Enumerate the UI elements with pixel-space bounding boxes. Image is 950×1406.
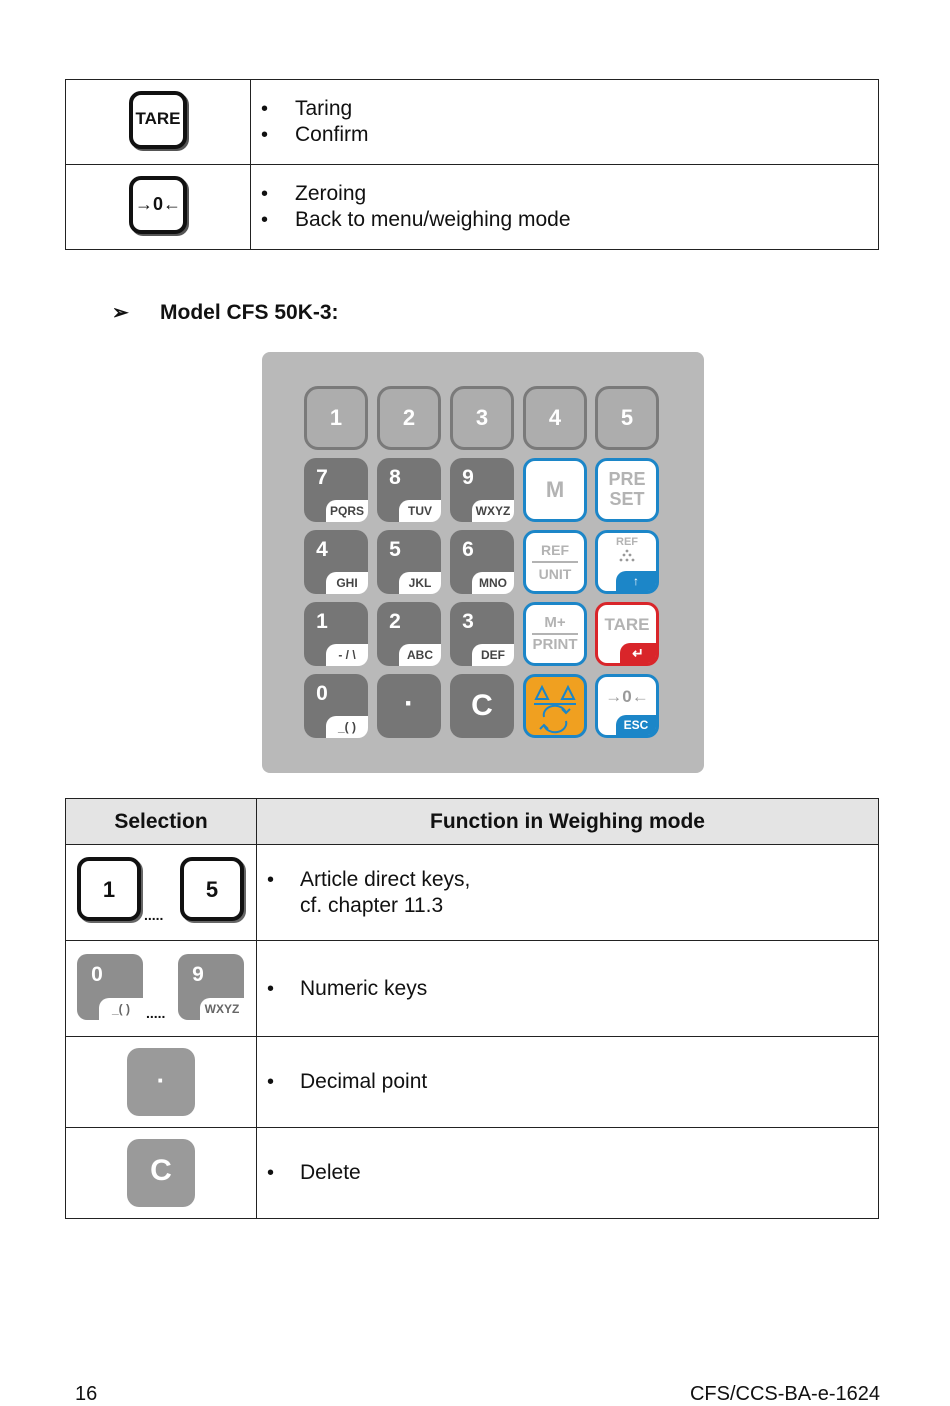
article-key-2: 2: [377, 386, 441, 450]
table-row: [66, 165, 879, 250]
table-row: [66, 941, 879, 1037]
memory-key: M: [523, 458, 587, 522]
page-number: 16: [75, 1383, 98, 1405]
list-item: • Taring: [251, 96, 878, 122]
list-item: • Back to menu/weighing mode: [251, 207, 878, 233]
list-item: • Zeroing: [251, 181, 878, 207]
column-header-selection: Selection: [66, 799, 257, 845]
top-key-table: [65, 79, 879, 250]
tare-key-cell: [66, 80, 251, 165]
list-item: • Delete: [257, 1160, 878, 1186]
delete-cell: [66, 1128, 257, 1219]
numeric-key-5: 5 JKL: [377, 530, 441, 594]
article-keys-description: [257, 845, 879, 941]
numeric-key-0: 0 _( ): [304, 674, 368, 738]
table-row: [66, 1037, 879, 1128]
list-item: • Numeric keys: [257, 976, 878, 1002]
tare-key: TARE ↵: [595, 602, 659, 666]
clear-key-icon: C: [127, 1139, 195, 1207]
zero-key-icon: →0←: [129, 176, 187, 234]
numeric-key-3: 3 DEF: [450, 602, 514, 666]
ref-count-key: REF ↑: [595, 530, 659, 594]
numeric-key-4: 4 GHI: [304, 530, 368, 594]
column-header-function: Function in Weighing mode: [257, 799, 879, 845]
list-item: • Decimal point: [257, 1069, 878, 1095]
numeric-key-9: 9 WXYZ: [450, 458, 514, 522]
decimal-point-key: ·: [377, 674, 441, 738]
model-title: Model CFS 50K-3:: [160, 301, 339, 324]
table-header-row: [66, 799, 879, 845]
enter-arrow-icon: ↵: [620, 643, 656, 663]
numeric-keys-cell: [66, 941, 257, 1037]
article-key-4: 4: [523, 386, 587, 450]
list-item: • Article direct keys,: [257, 867, 878, 893]
numeric-key-1: 1 - / \: [304, 602, 368, 666]
decimal-point-description: [257, 1037, 879, 1128]
table-row: [66, 80, 879, 165]
model-heading: [112, 300, 339, 325]
tare-key-icon: TARE: [129, 91, 187, 149]
zero-key: →0← ESC: [595, 674, 659, 738]
article-key-1-icon: 1: [77, 857, 141, 921]
numeric-key-6: 6 MNO: [450, 530, 514, 594]
range-dots: .....: [144, 907, 164, 923]
table-row: [66, 845, 879, 941]
numeric-keys-description: [257, 941, 879, 1037]
numeric-key-2: 2 ABC: [377, 602, 441, 666]
esc-label: ESC: [616, 715, 656, 735]
up-arrow-icon: ↑: [616, 571, 656, 591]
scale-switch-key: [523, 674, 587, 738]
table-row: [66, 1128, 879, 1219]
arrow-bullet-icon: ➢: [112, 302, 129, 324]
article-keys-cell: [66, 845, 257, 941]
zero-key-cell: [66, 165, 251, 250]
piece-count-icon: [617, 549, 637, 563]
weighing-mode-key-table: [65, 798, 879, 1219]
article-key-5: 5: [595, 386, 659, 450]
tare-description-cell: [251, 80, 879, 165]
decimal-point-cell: [66, 1037, 257, 1128]
decimal-point-key-icon: ·: [127, 1048, 195, 1116]
mplus-print-key: M+ PRINT: [523, 602, 587, 666]
scale-switch-icon: [526, 677, 584, 735]
numeric-key-0-icon: 0 _( ): [77, 954, 143, 1020]
preset-key: PRE SET: [595, 458, 659, 522]
delete-description: [257, 1128, 879, 1219]
numeric-key-8: 8 TUV: [377, 458, 441, 522]
list-item-continuation: cf. chapter 11.3: [300, 893, 444, 917]
zero-description-cell: [251, 165, 879, 250]
range-dots: .....: [146, 1005, 166, 1021]
article-key-5-icon: 5: [180, 857, 244, 921]
numeric-key-7: 7 PQRS: [304, 458, 368, 522]
keypad-image: [262, 352, 704, 773]
document-id: CFS/CCS-BA-e-1624: [689, 1383, 880, 1405]
article-key-1: 1: [304, 386, 368, 450]
ref-unit-key: REF UNIT: [523, 530, 587, 594]
list-item: • Confirm: [251, 122, 878, 148]
article-key-3: 3: [450, 386, 514, 450]
clear-key: C: [450, 674, 514, 738]
numeric-key-9-icon: 9 WXYZ: [178, 954, 244, 1020]
